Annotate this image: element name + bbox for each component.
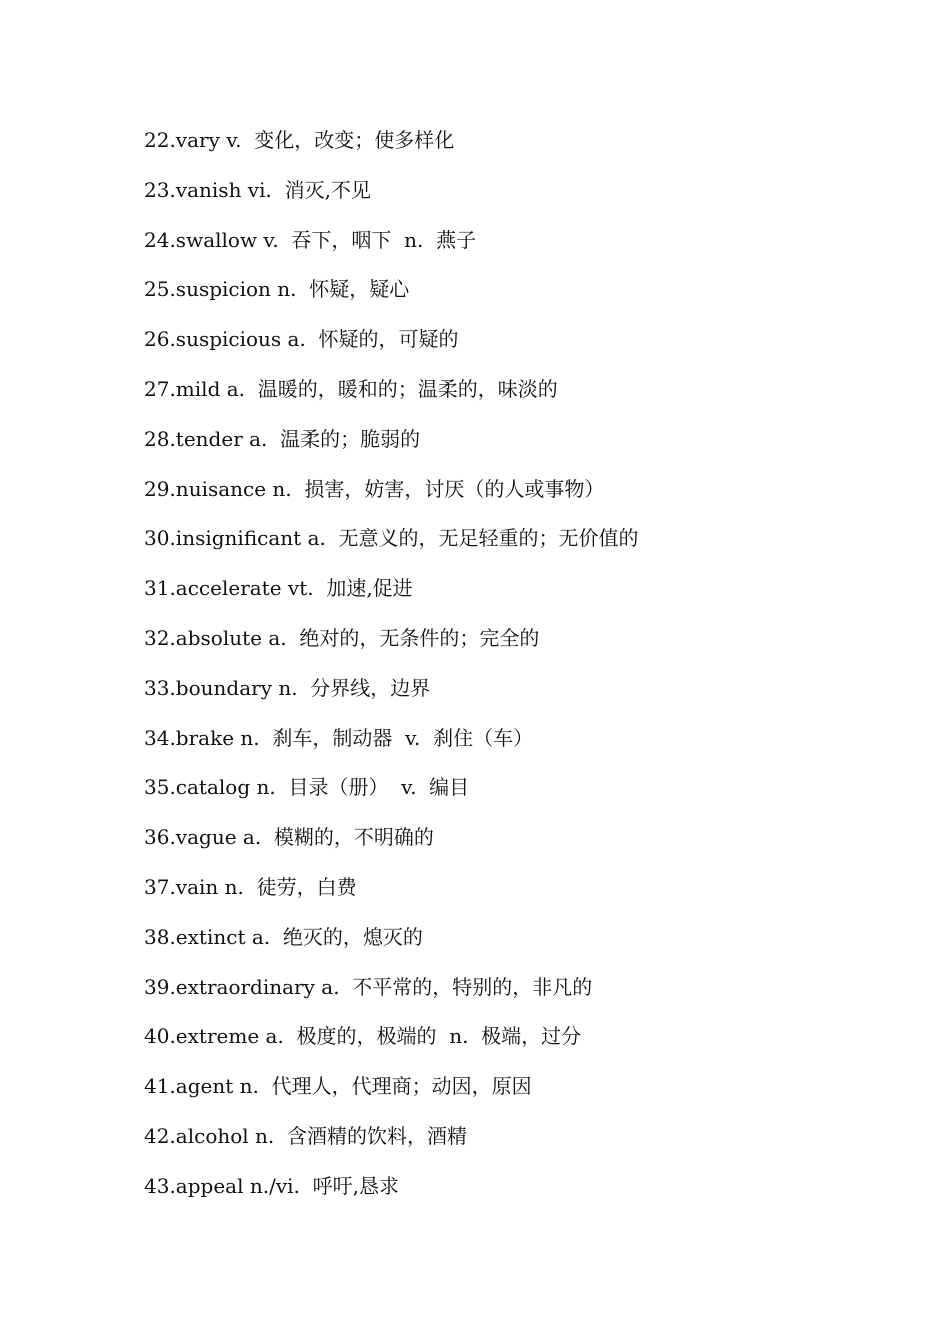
vocab-entry-nuisance: 29.nuisance n. 损害，妨害，讨厌（的人或事物） [144, 476, 605, 501]
vocab-entry-vanish: 23.vanish vi. 消灭,不见 [144, 177, 371, 202]
vocab-entry-mild: 27.mild a. 温暖的，暖和的；温柔的，味淡的 [144, 376, 558, 401]
vocab-entry-insignificant: 30.insignificant a. 无意义的，无足轻重的；无价值的 [144, 526, 639, 551]
vocab-entry-suspicious: 26.suspicious a. 怀疑的，可疑的 [144, 327, 459, 352]
vocab-entry-suspicion: 25.suspicion n. 怀疑，疑心 [144, 277, 410, 302]
vocab-entry-extraordinary: 39.extraordinary a. 不平常的，特别的，非凡的 [144, 974, 593, 999]
vocab-entry-vague: 36.vague a. 模糊的，不明确的 [144, 825, 434, 850]
vocab-entry-vary: 22.vary v. 变化，改变；使多样化 [144, 128, 455, 152]
vocab-entry-absolute: 32.absolute a. 绝对的，无条件的；完全的 [144, 625, 540, 650]
vocab-entry-extinct: 38.extinct a. 绝灭的，熄灭的 [144, 924, 423, 949]
vocabulary-list [144, 122, 639, 1218]
vocab-entry-swallow: 24.swallow v. 吞下，咽下 n. 燕子 [144, 227, 477, 252]
vocab-entry-catalog: 35.catalog n. 目录（册） v. 编目 [144, 775, 470, 800]
vocab-entry-accelerate: 31.accelerate vt. 加速,促进 [144, 576, 413, 601]
vocab-entry-boundary: 33.boundary n. 分界线，边界 [144, 675, 431, 700]
vocab-entry-appeal: 43.appeal n./vi. 呼吁,恳求 [144, 1173, 399, 1198]
vocab-entry-tender: 28.tender a. 温柔的；脆弱的 [144, 426, 421, 451]
vocab-entry-agent: 41.agent n. 代理人，代理商；动因，原因 [144, 1074, 532, 1099]
vocab-entry-extreme: 40.extreme a. 极度的，极端的 n. 极端，过分 [144, 1024, 582, 1049]
vocab-entry-brake: 34.brake n. 刹车，制动器 v. 刹住（车） [144, 725, 534, 750]
vocab-entry-alcohol: 42.alcohol n. 含酒精的饮料，酒精 [144, 1123, 467, 1148]
vocab-entry-vain: 37.vain n. 徒劳，白费 [144, 874, 357, 899]
